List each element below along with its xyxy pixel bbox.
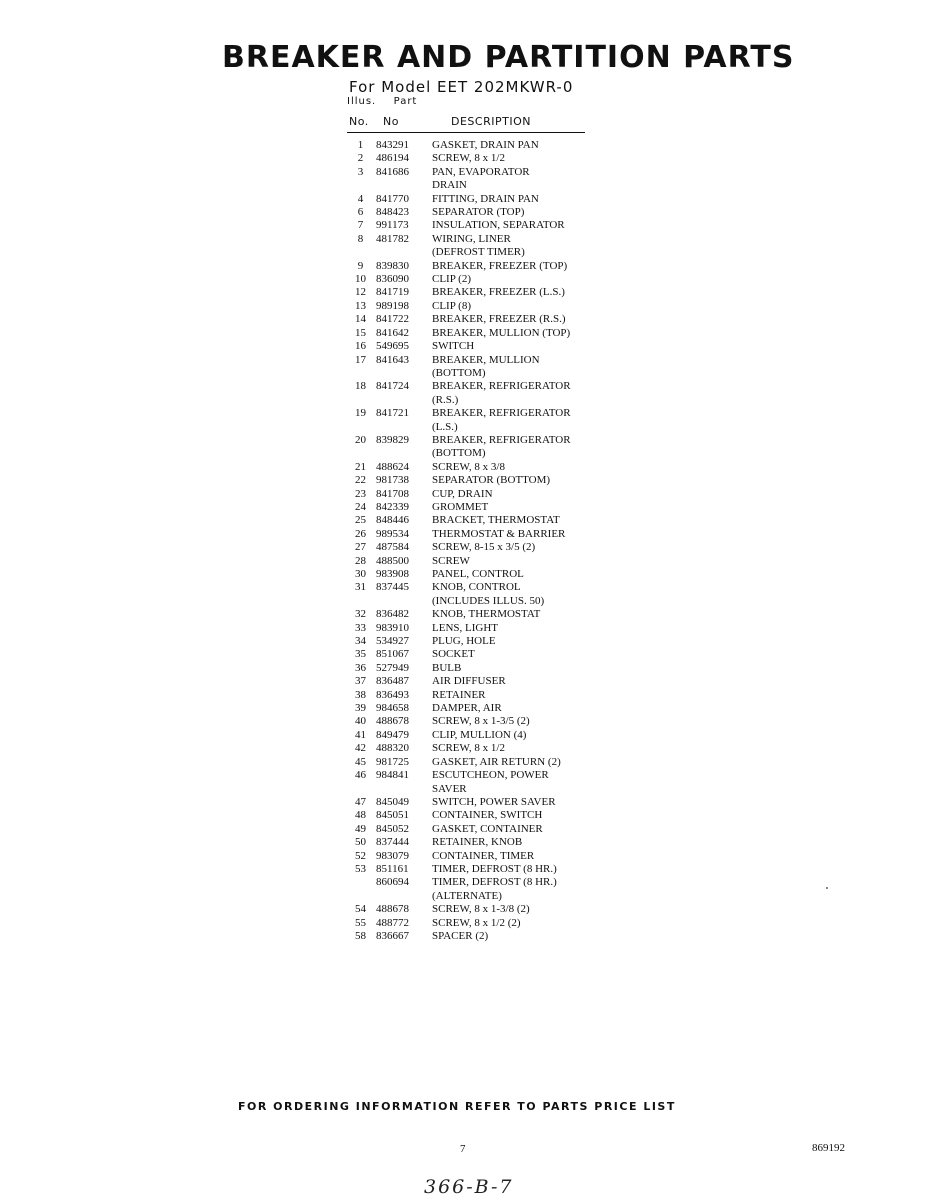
column-header-upper (347, 96, 417, 107)
part-number: 841642 (376, 326, 409, 339)
part-description (432, 917, 607, 930)
parts-row (347, 474, 607, 487)
parts-row (347, 206, 607, 219)
description-line: TIMER, DEFROST (8 HR.) (432, 876, 557, 889)
part-number: 983910 (376, 621, 409, 634)
part-number: 981725 (376, 755, 409, 768)
description-line: BREAKER, REFRIGERATOR (432, 407, 571, 420)
part-number: 488624 (376, 460, 409, 473)
description-line: (BOTTOM) (432, 366, 486, 379)
description-line: BRACKET, THERMOSTAT (432, 514, 560, 527)
description-line: RETAINER (432, 688, 486, 701)
part-description (432, 488, 607, 501)
parts-row (347, 796, 607, 809)
part-number: 481782 (376, 232, 409, 245)
parts-row (347, 648, 607, 661)
part-description (432, 474, 607, 487)
description-line: SOCKET (432, 648, 475, 661)
description-line: BREAKER, FREEZER (R.S.) (432, 313, 566, 326)
parts-row (347, 662, 607, 675)
illus-number: 31 (355, 581, 366, 594)
page-number: 7 (460, 1143, 466, 1155)
part-description (432, 742, 607, 755)
description-line: GASKET, DRAIN PAN (432, 139, 539, 151)
parts-row (347, 488, 607, 501)
parts-row (347, 501, 607, 514)
part-number: 983908 (376, 568, 409, 580)
part-number: 851161 (376, 862, 409, 875)
description-line: (ALTERNATE) (432, 889, 502, 902)
part-description (432, 715, 607, 728)
parts-row (347, 876, 607, 903)
illus-number: 12 (355, 286, 366, 299)
parts-row (347, 823, 607, 836)
part-description (432, 635, 607, 648)
parts-row (347, 635, 607, 648)
description-line: SWITCH, POWER SAVER (432, 795, 556, 808)
part-number: 851067 (376, 648, 409, 661)
description-line: BULB (432, 661, 462, 674)
illus-number: 46 (355, 769, 366, 782)
part-description (432, 354, 607, 381)
description-line: SCREW, 8 x 1/2 (432, 152, 505, 165)
part-description (432, 286, 607, 299)
description-line: SCREW, 8-15 x 3/5 (2) (432, 541, 536, 554)
description-line: BREAKER, MULLION (TOP) (432, 326, 571, 339)
parts-row (347, 715, 607, 728)
part-number: 841708 (376, 487, 409, 500)
illus-number: 33 (355, 621, 366, 634)
illus-number: 37 (355, 675, 366, 688)
description-line: DAMPER, AIR (432, 702, 502, 715)
description-line: WIRING, LINER (432, 232, 511, 245)
part-number: 488678 (376, 715, 409, 728)
illus-number: 24 (355, 500, 366, 513)
parts-row (347, 260, 607, 273)
description-line: SEPARATOR (TOP) (432, 206, 525, 219)
parts-row (347, 407, 607, 434)
part-description (432, 568, 607, 581)
description-line: BREAKER, FREEZER (TOP) (432, 259, 568, 272)
part-number: 527949 (376, 661, 409, 674)
description-line: THERMOSTAT & BARRIER (432, 527, 566, 540)
description-line: (INCLUDES ILLUS. 50) (432, 594, 545, 607)
document-number: 869192 (812, 1142, 845, 1154)
parts-row (347, 514, 607, 527)
description-line: BREAKER, FREEZER (L.S.) (432, 286, 565, 299)
parts-row (347, 742, 607, 755)
part-description (432, 648, 607, 661)
ordering-note: FOR ORDERING INFORMATION REFER TO PARTS PRICE LIST (238, 1100, 676, 1113)
parts-row (347, 300, 607, 313)
part-description (432, 796, 607, 809)
parts-row (347, 152, 607, 165)
part-description (432, 300, 607, 313)
part-number: 981738 (376, 474, 409, 487)
part-description (432, 769, 607, 796)
description-line: SCREW, 8 x 1-3/8 (2) (432, 903, 530, 916)
part-description (432, 152, 607, 165)
illus-number: 26 (355, 527, 366, 540)
illus-number: 48 (355, 809, 366, 822)
part-number: 488772 (376, 916, 409, 929)
parts-row (347, 273, 607, 286)
part-number: 837445 (376, 581, 409, 594)
part-description (432, 434, 607, 461)
parts-row (347, 702, 607, 715)
description-line: SAVER (432, 782, 467, 795)
illus-number: 50 (355, 836, 366, 849)
description-line: CONTAINER, SWITCH (432, 809, 543, 822)
parts-row (347, 541, 607, 554)
parts-row (347, 729, 607, 742)
description-line: GROMMET (432, 500, 489, 513)
parts-row (347, 286, 607, 299)
description-line: KNOB, THERMOSTAT (432, 608, 541, 621)
part-description (432, 622, 607, 635)
part-number: 836667 (376, 929, 409, 942)
description-line: TIMER, DEFROST (8 HR.) (432, 862, 557, 875)
illus-number: 47 (355, 795, 366, 808)
part-number: 488500 (376, 554, 409, 567)
description-line: SEPARATOR (BOTTOM) (432, 474, 551, 487)
part-number: 836482 (376, 608, 409, 621)
illus-no-header: No. (349, 115, 369, 128)
parts-row (347, 193, 607, 206)
illus-number: 16 (355, 340, 366, 353)
part-description (432, 327, 607, 340)
description-line: BREAKER, MULLION (432, 353, 540, 366)
illus-number: 14 (355, 313, 366, 326)
illus-number: 55 (355, 916, 366, 929)
parts-row (347, 917, 607, 930)
parts-row (347, 340, 607, 353)
part-number: 991173 (376, 219, 409, 232)
parts-row (347, 756, 607, 769)
part-number: 836487 (376, 675, 409, 688)
illus-number: 32 (355, 608, 366, 621)
part-description (432, 340, 607, 353)
illus-number: 15 (355, 326, 366, 339)
parts-row (347, 581, 607, 608)
description-line: FITTING, DRAIN PAN (432, 192, 539, 205)
description-line: CUP, DRAIN (432, 487, 493, 500)
part-number: 839829 (376, 433, 409, 446)
part-number: 843291 (376, 139, 409, 151)
illus-number: 45 (355, 755, 366, 768)
part-number: 989534 (376, 527, 409, 540)
part-description (432, 675, 607, 688)
illus-number: 27 (355, 541, 366, 554)
part-number: 836090 (376, 273, 409, 286)
description-line: GASKET, AIR RETURN (2) (432, 755, 561, 768)
part-description (432, 823, 607, 836)
part-description (432, 193, 607, 206)
illus-number: 6 (357, 206, 364, 219)
parts-row (347, 675, 607, 688)
description-line: BREAKER, REFRIGERATOR (432, 433, 571, 446)
parts-row (347, 461, 607, 474)
description-line: RETAINER, KNOB (432, 836, 523, 849)
part-number: 842339 (376, 500, 409, 513)
description-line: SPACER (2) (432, 929, 489, 942)
description-line: KNOB, CONTROL (432, 581, 521, 594)
part-description (432, 273, 607, 286)
part-number: 983079 (376, 849, 409, 862)
illus-number: 9 (357, 259, 364, 272)
illus-number: 52 (355, 849, 366, 862)
part-number: 845052 (376, 822, 409, 835)
parts-row (347, 836, 607, 849)
column-header-row (347, 115, 585, 133)
part-number: 848446 (376, 514, 409, 527)
illus-number: 58 (355, 929, 366, 942)
part-number: 549695 (376, 340, 409, 353)
description-line: SCREW, 8 x 3/8 (432, 460, 505, 473)
description-line: (L.S.) (432, 420, 458, 433)
illus-number: 22 (355, 474, 366, 487)
part-number: 849479 (376, 728, 409, 741)
part-description (432, 514, 607, 527)
parts-row (347, 354, 607, 381)
illus-number: 38 (355, 688, 366, 701)
part-description (432, 662, 607, 675)
part-number: 845051 (376, 809, 409, 822)
description-line: SCREW, 8 x 1/2 (2) (432, 916, 521, 929)
parts-row (347, 903, 607, 916)
part-description (432, 903, 607, 916)
description-line: CLIP, MULLION (4) (432, 728, 527, 741)
illus-number: 39 (355, 702, 366, 715)
part-number: 841722 (376, 313, 409, 326)
part-description (432, 313, 607, 326)
part-number: 841724 (376, 380, 409, 393)
description-line: PANEL, CONTROL (432, 568, 524, 580)
part-description (432, 219, 607, 232)
parts-row (347, 568, 607, 581)
description-line: AIR DIFFUSER (432, 675, 506, 688)
part-number: 989198 (376, 299, 409, 312)
part-number: 841643 (376, 353, 409, 366)
parts-row (347, 930, 607, 943)
part-description (432, 836, 607, 849)
part-description (432, 461, 607, 474)
part-description (432, 233, 607, 260)
parts-row (347, 608, 607, 621)
part-description (432, 166, 607, 193)
part-description (432, 809, 607, 822)
parts-row (347, 219, 607, 232)
scan-speck (826, 887, 828, 889)
part-description (432, 260, 607, 273)
part-number: 841686 (376, 165, 409, 178)
part-number: 984658 (376, 702, 409, 715)
part-number: 836493 (376, 688, 409, 701)
description-header: DESCRIPTION (451, 115, 531, 128)
part-number: 486194 (376, 152, 409, 165)
parts-row (347, 380, 607, 407)
part-description (432, 930, 607, 943)
part-number: 837444 (376, 836, 409, 849)
illus-number: 13 (355, 299, 366, 312)
parts-row (347, 555, 607, 568)
parts-row (347, 850, 607, 863)
illus-number (347, 876, 374, 903)
part-number: 534927 (376, 635, 409, 648)
illus-number: 40 (355, 715, 366, 728)
parts-row (347, 327, 607, 340)
part-label: Part (393, 96, 418, 107)
illus-number: 42 (355, 742, 366, 755)
description-line: GASKET, CONTAINER (432, 822, 543, 835)
part-number: 488678 (376, 903, 409, 916)
description-line: SCREW, 8 x 1/2 (432, 742, 505, 755)
parts-row (347, 769, 607, 796)
parts-row (347, 689, 607, 702)
illus-number: 17 (355, 353, 366, 366)
illus-number: 49 (355, 822, 366, 835)
part-description (432, 608, 607, 621)
description-line: (BOTTOM) (432, 447, 486, 460)
part-description (432, 729, 607, 742)
description-line: PLUG, HOLE (432, 635, 496, 648)
illus-number: 25 (355, 514, 366, 527)
parts-row (347, 434, 607, 461)
illus-number: 10 (355, 273, 366, 286)
part-number: 848423 (376, 206, 409, 219)
parts-row (347, 528, 607, 541)
illus-number: 18 (355, 380, 366, 393)
description-line: SCREW, 8 x 1-3/5 (2) (432, 715, 530, 728)
description-line: (R.S.) (432, 393, 459, 406)
part-number: 487584 (376, 541, 409, 554)
illus-number: 20 (355, 433, 366, 446)
part-description (432, 555, 607, 568)
description-line: CLIP (2) (432, 273, 472, 286)
illus-number: 19 (355, 407, 366, 420)
illus-number: 7 (357, 219, 364, 232)
part-description (432, 876, 607, 903)
part-number: 841770 (376, 192, 409, 205)
description-line: CLIP (8) (432, 299, 472, 312)
illus-number: 36 (355, 661, 366, 674)
description-line: INSULATION, SEPARATOR (432, 219, 565, 232)
illus-number: 35 (355, 648, 366, 661)
part-description (432, 407, 607, 434)
illus-number: 34 (355, 635, 366, 648)
part-number: 841719 (376, 286, 409, 299)
part-number: 860694 (376, 876, 409, 889)
part-description (432, 581, 607, 608)
part-description (432, 528, 607, 541)
parts-row (347, 139, 607, 152)
illus-number: 8 (357, 232, 364, 245)
parts-row (347, 863, 607, 876)
illus-number: 28 (355, 554, 366, 567)
illus-number: 41 (355, 728, 366, 741)
illus-number: 54 (355, 903, 366, 916)
description-line: ESCUTCHEON, POWER (432, 769, 549, 782)
part-number: 984841 (376, 769, 409, 782)
part-number: 841721 (376, 407, 409, 420)
description-line: DRAIN (432, 179, 467, 192)
part-no-header: No (383, 115, 399, 128)
part-description (432, 139, 607, 152)
description-line: (DEFROST TIMER) (432, 246, 525, 259)
part-description (432, 689, 607, 702)
illus-number: 2 (357, 152, 364, 165)
part-description (432, 541, 607, 554)
illus-number: 1 (357, 139, 364, 151)
part-description (432, 501, 607, 514)
handwritten-note: 366-B-7 (424, 1176, 514, 1198)
page-title: BREAKER AND PARTITION PARTS (222, 40, 795, 75)
part-description (432, 206, 607, 219)
part-description (432, 863, 607, 876)
illus-number: 21 (355, 460, 366, 473)
description-line: SWITCH (432, 340, 475, 353)
parts-row (347, 809, 607, 822)
description-line: BREAKER, REFRIGERATOR (432, 380, 571, 393)
parts-row (347, 622, 607, 635)
illus-number: 53 (355, 862, 366, 875)
parts-list (347, 139, 607, 943)
model-subtitle: For Model EET 202MKWR-0 (349, 78, 574, 96)
illus-number: 23 (355, 487, 366, 500)
description-line: PAN, EVAPORATOR (432, 165, 530, 178)
parts-row (347, 233, 607, 260)
part-description (432, 756, 607, 769)
part-description (432, 380, 607, 407)
part-number: 488320 (376, 742, 409, 755)
parts-row (347, 313, 607, 326)
illus-label: Illus. (347, 96, 377, 107)
parts-row (347, 166, 607, 193)
part-number: 845049 (376, 795, 409, 808)
illus-number: 4 (357, 192, 364, 205)
part-number: 839830 (376, 259, 409, 272)
description-line: LENS, LIGHT (432, 621, 498, 634)
part-description (432, 850, 607, 863)
illus-number: 30 (355, 568, 366, 580)
illus-number: 3 (357, 165, 364, 178)
description-line: SCREW (432, 554, 470, 567)
part-description (432, 702, 607, 715)
description-line: CONTAINER, TIMER (432, 849, 535, 862)
